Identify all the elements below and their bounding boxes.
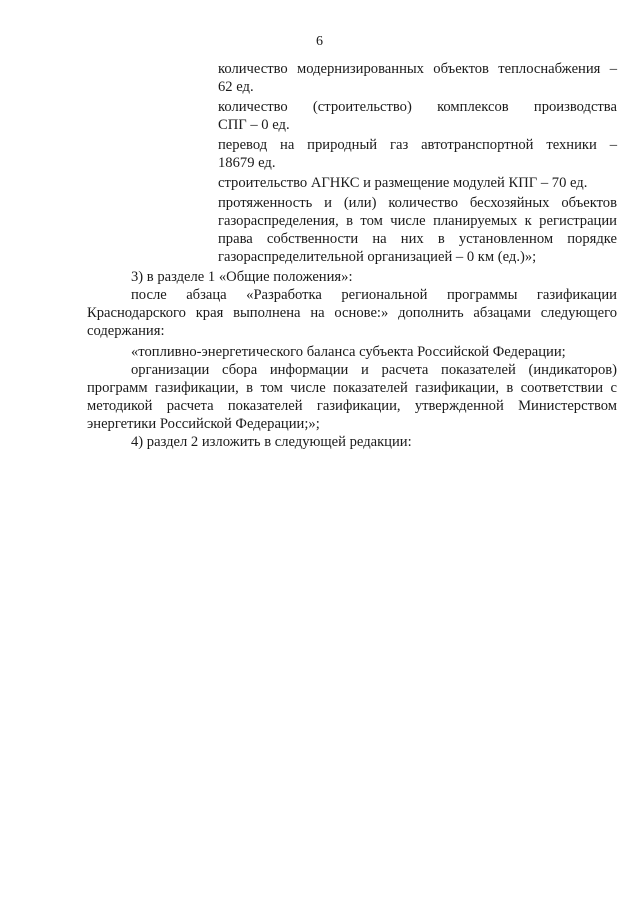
document-body <box>87 60 617 451</box>
indicator-list <box>218 60 617 266</box>
text-line: методикой расчета показателей газификации, утвержденной Министерством <box>87 398 617 414</box>
paragraph-fuel-balance <box>87 343 617 361</box>
paragraph-section-2 <box>87 433 617 451</box>
text-line: газораспределения, в том числе планируемых к регистрации <box>218 213 617 229</box>
text-line: программ газификации, в том числе показателей газификации, в соответствии с <box>87 380 617 396</box>
text-line: содержания: <box>87 323 165 339</box>
indicator-item <box>218 194 617 266</box>
indicator-item <box>218 174 617 192</box>
indicator-item <box>218 98 617 134</box>
text-line: права собственности на них в установленном порядке <box>218 231 617 247</box>
text-line: 62 ед. <box>218 79 254 95</box>
text-line: количество (строительство) комплексов производства <box>218 99 617 115</box>
text-line: перевод на природный газ автотранспортной техники – <box>218 137 617 153</box>
text-line: «топливно-энергетического баланса субъекта Российской Федерации; <box>131 344 566 360</box>
text-line: протяженность и (или) количество бесхозяйных объектов <box>218 195 617 211</box>
text-line: 18679 ед. <box>218 155 276 171</box>
text-line: после абзаца «Разработка региональной программы газификации <box>131 287 617 303</box>
text-line: энергетики Российской Федерации;»; <box>87 416 320 432</box>
indicator-item <box>218 136 617 172</box>
text-line: 4) раздел 2 изложить в следующей редакции: <box>131 434 412 450</box>
indicator-item <box>218 60 617 96</box>
text-line: СПГ – 0 ед. <box>218 117 290 133</box>
text-line: Краснодарского края выполнена на основе:» дополнить абзацами следующего <box>87 305 617 321</box>
text-line: организации сбора информации и расчета показателей (индикаторов) <box>131 362 617 378</box>
text-line: газораспределительной организацией – 0 км (ед.)»; <box>218 249 537 265</box>
paragraph-data-collection <box>87 361 617 433</box>
page-number: 6 <box>316 34 323 49</box>
text-line: количество модернизированных объектов теплоснабжения – <box>218 61 617 77</box>
text-line: строительство АГНКС и размещение модулей КПГ – 70 ед. <box>218 175 588 191</box>
paragraph-amendment-intro <box>87 286 617 340</box>
paragraph-section-1 <box>87 268 617 286</box>
text-line: 3) в разделе 1 «Общие положения»: <box>131 269 353 285</box>
